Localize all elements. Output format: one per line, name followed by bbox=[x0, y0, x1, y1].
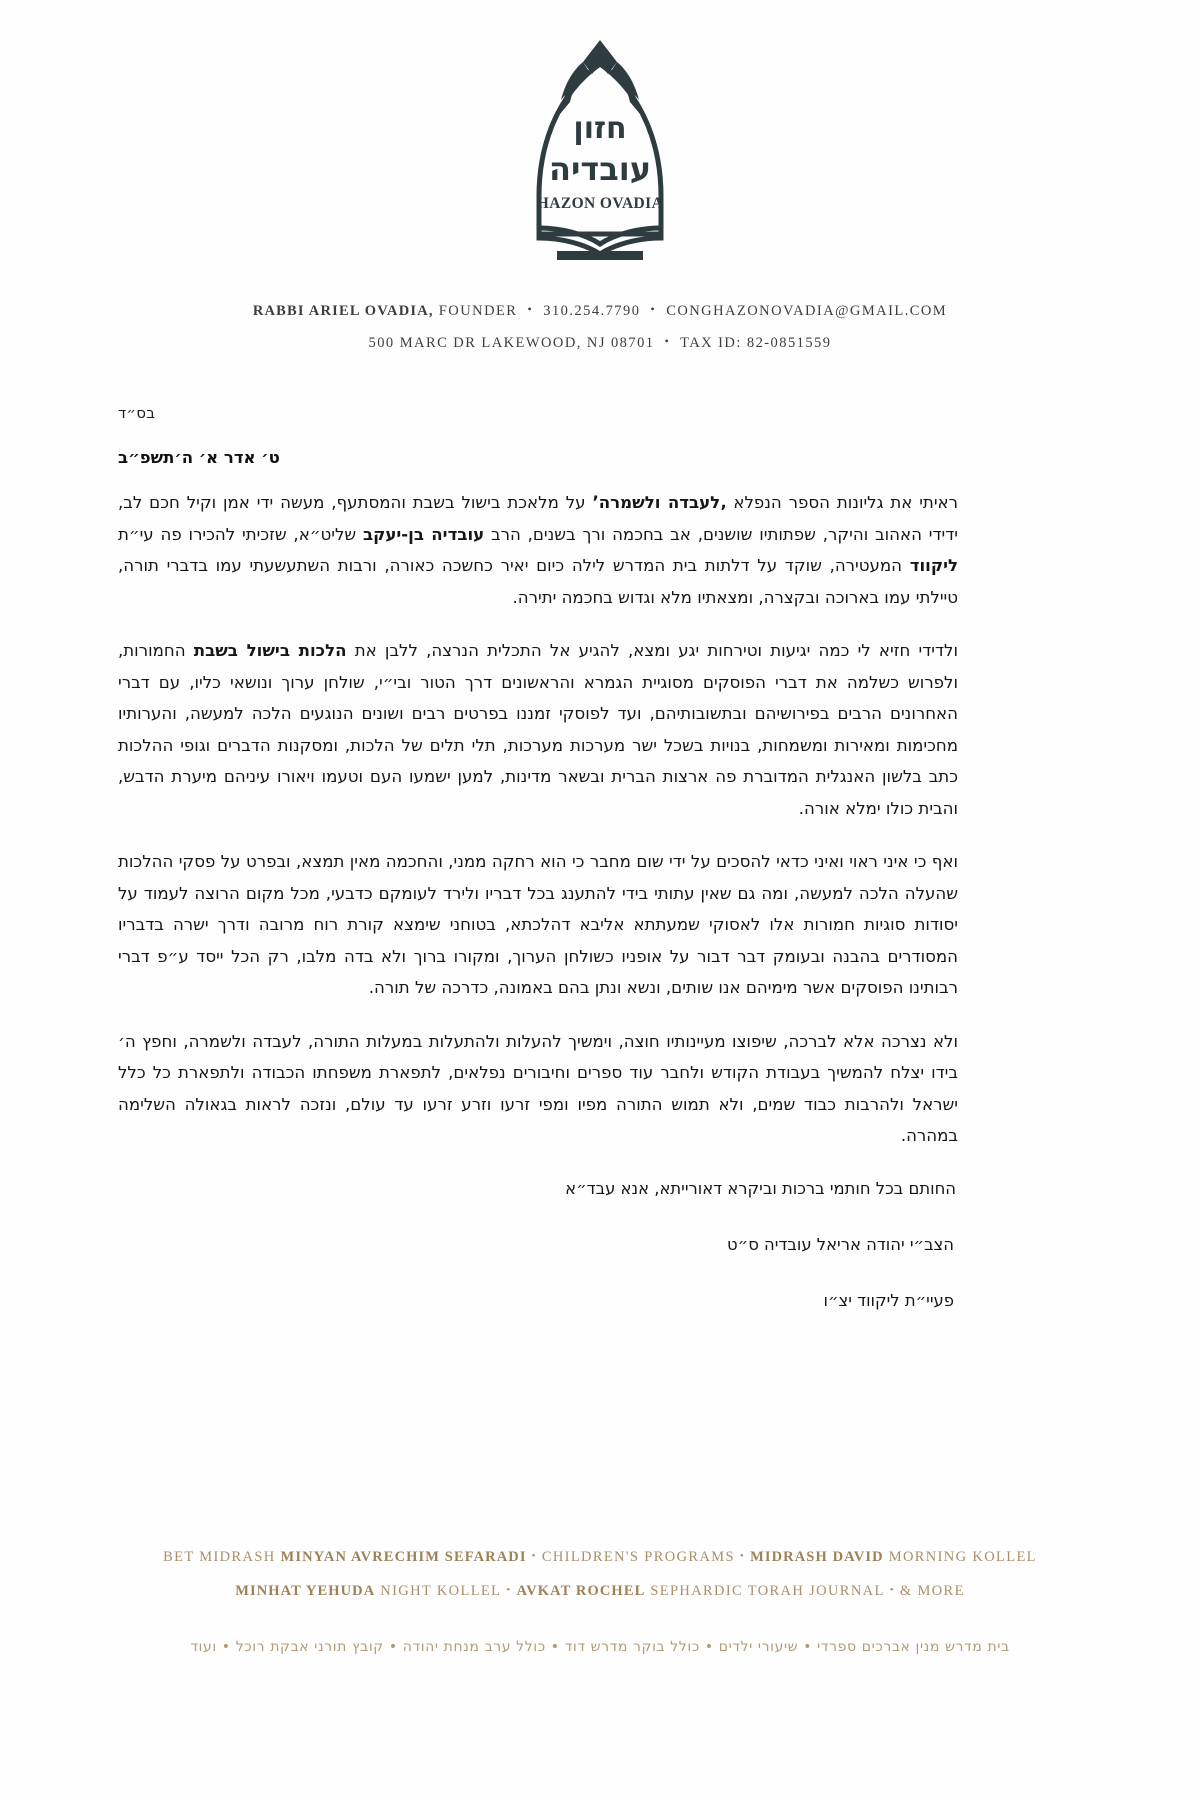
footer-hebrew-line: בית מדרש מנין אברכים ספרדי • שיעורי ילדים • כולל בוקר מדרש דוד • כולל ערב מנחת יהודה • קובץ תורני אבקת רוכל • ועוד bbox=[190, 1639, 1010, 1655]
bullet-separator-icon: • bbox=[739, 1550, 746, 1562]
footer-childrens-programs: CHILDREN'S PROGRAMS bbox=[541, 1549, 735, 1565]
logo-hebrew-line2: עובדיה bbox=[548, 150, 652, 188]
founder-name: RABBI ARIEL OVADIA, bbox=[252, 303, 434, 319]
footer-night-kollel: NIGHT KOLLEL bbox=[375, 1583, 502, 1599]
p2-text-c: החמורות, ולפרוש כשלמה את דברי הפוסקים מסוגיית הגמרא והראשונים דרך הטור ובי״י, שולחן ערוך ונושאי כליו, עם דברי האחרונים הרבים בפירושיהם ובתשובותיהם, ועד לפוסקי זמננו בפרטים רבים ושונים הנוגעים הלכה למעשה, והערותיו מחכימות ומאירות ומשמחות, בנויות בשכל ישר מערכות מערכות, תלי תלים של הלכות, ומסקנות הדברים וגופי ההלכות כתב בלשון האנגלית המדוברת פה ארצות הברית ובשאר מדינות, למען ישמעו העם וטעמו ויאורו עיניהם מיערת הדבש, והבית כולו ימלא אורה. bbox=[118, 641, 958, 818]
footer-minhat-yehuda: MINHAT YEHUDA bbox=[235, 1583, 376, 1599]
bullet-separator-icon: • bbox=[664, 334, 671, 348]
p1-bold-lakewood: ליקווד bbox=[909, 556, 958, 575]
signature-line-2: הצב״י יהודה אריאל עובדיה ס״ט bbox=[727, 1234, 954, 1254]
p1-text-d: שליט״א, שזכיתי להכירו פה עי״ת bbox=[118, 524, 363, 544]
logo-icon bbox=[495, 28, 705, 260]
header-contact-block bbox=[0, 294, 1200, 358]
p1-bold-sefer-title: ‚לעבדה ולשמרה’ bbox=[592, 493, 727, 512]
header-line-1 bbox=[0, 294, 1200, 326]
logo-container bbox=[0, 28, 1200, 260]
p1-text-c: על מלאכת בישול בשבת והמסתעף, מעשה ידי אמן וקיל חכם לב, ידידי האהוב והיקר, שפתותיו שושנים, אב בחכמה ורך בשנים, הרב bbox=[118, 493, 958, 544]
hebrew-date: ט׳ אדר א׳ ה׳תשפ״ב bbox=[118, 448, 280, 467]
paragraph-1 bbox=[118, 487, 958, 613]
bullet-separator-icon: • bbox=[506, 1584, 512, 1596]
paragraph-3: ואף כי איני ראוי ואיני כדאי להסכים על ידי שום מחבר כי הוא רחקה ממני, והחכמה מאין תמצא, ובפרט על פסקי ההלכות שהעלה הלכה למעשה, ומה גם שאין עתותי בידי להתענג בכל דבריו ולירד לעומקם כדבעי, מכל מקום הרוצה לעמוד על יסודות סוגיות חמורות אלו לאסוקי שמעתתא אליבא דהלכתא, בטוחני שימצא קורת רוח מרובה ודרך ישרה בדבריו המסודרים בהבנה ובעומק דבר דבור על אופניו כשולחן הערוך, ומקורו ברוך ולא בדה מלבו, רק הכל ייסד ע״פ דברי רבותינו הפוסקים אשר מימיהם אנו שותים, ונשא ונתן בהם באמונה, כדרכה של תורה. bbox=[118, 852, 958, 997]
founder-title: FOUNDER bbox=[438, 303, 518, 319]
p2-text-a: ולדידי חזיא לי כמה יגיעות וטירחות יגע ומצא, להגיע אל התכלית הנרצה, ללבן את bbox=[346, 641, 958, 660]
p1-text-e: המעטירה, שוקד על דלתות בית המדרש לילה כיום יאיר כחשכה כאורה, ורבות השתעשעתי עמו בדברי תורה, טיילתי עמו בארוכה ובקצרה, ומצאתיו מלא וגדוש בחכמה יתירה. bbox=[118, 556, 958, 607]
footer-english-line-2 bbox=[0, 1574, 1200, 1608]
footer-morning-kollel: MORNING KOLLEL bbox=[883, 1549, 1037, 1565]
signature-block bbox=[118, 1174, 958, 1316]
p1-text-a: ראיתי את גליונות הספר הנפלא bbox=[726, 493, 958, 512]
bsd-header: בס״ד bbox=[118, 404, 156, 422]
p1-bold-author-name: עובדיה בן-יעקב bbox=[362, 524, 485, 544]
bullet-separator-icon: • bbox=[527, 302, 534, 316]
footer-minyan-avrechim-sefaradi: MINYAN AVRECHIM SEFARADI bbox=[280, 1549, 527, 1565]
hazon-ovadia-logo bbox=[495, 28, 705, 260]
mailing-address: 500 MARC DR LAKEWOOD, NJ 08701 bbox=[368, 335, 655, 351]
footer-block bbox=[0, 1540, 1200, 1662]
phone-number[interactable]: 310.254.7790 bbox=[543, 303, 641, 319]
email-address[interactable]: CONGHAZONOVADIA@GMAIL.COM bbox=[666, 303, 948, 319]
footer-english-line-1 bbox=[0, 1540, 1200, 1574]
signature-line-1: החותם בכל חותמי ברכות וביקרא דאורייתא, אנא עבד״א bbox=[565, 1178, 956, 1198]
tax-id: TAX ID: 82-0851559 bbox=[680, 335, 832, 351]
footer-bet-midrash-label: BET MIDRASH bbox=[163, 1549, 281, 1565]
bullet-separator-icon: • bbox=[889, 1584, 895, 1596]
logo-english-name: HAZON OVADIA bbox=[536, 195, 664, 212]
logo-hebrew-line1: חזון bbox=[573, 111, 627, 146]
letter-body bbox=[118, 404, 958, 1342]
paragraph-4: ולא נצרכה אלא לברכה, שיפוצו מעיינותיו חוצה, וימשיך להעלות ולהתעלות במעלות התורה, לעבדה ולשמרה, וחפץ ה׳ בידו יצלח להמשיך בעבודת הקודש ולחבר עוד ספרים וחיבורים נפלאים, לתפארת משפחתו הכבודה ולתפארת כל כלל ישראל ולהרבות כבוד שמים, ולא תמוש התורה מפיו ומפי זרעו וזרע זרעו עד עולם, ונזכה לראות בגאולה השלימה במהרה. bbox=[118, 1031, 958, 1145]
footer-midrash-david: MIDRASH DAVID bbox=[750, 1549, 884, 1565]
paragraph-2 bbox=[118, 635, 958, 824]
p2-bold-topic: הלכות בישול בשבת bbox=[193, 641, 347, 660]
bullet-separator-icon: • bbox=[650, 302, 657, 316]
footer-sephardic-torah-journal: SEPHARDIC TORAH JOURNAL bbox=[645, 1583, 885, 1599]
bullet-separator-icon: • bbox=[531, 1550, 537, 1562]
footer-and-more: & MORE bbox=[899, 1583, 965, 1599]
signature-line-3: פעיי״ת ליקווד יצ״ו bbox=[823, 1290, 954, 1310]
header-line-2 bbox=[0, 326, 1200, 358]
footer-avkat-rochel: AVKAT ROCHEL bbox=[516, 1583, 646, 1599]
